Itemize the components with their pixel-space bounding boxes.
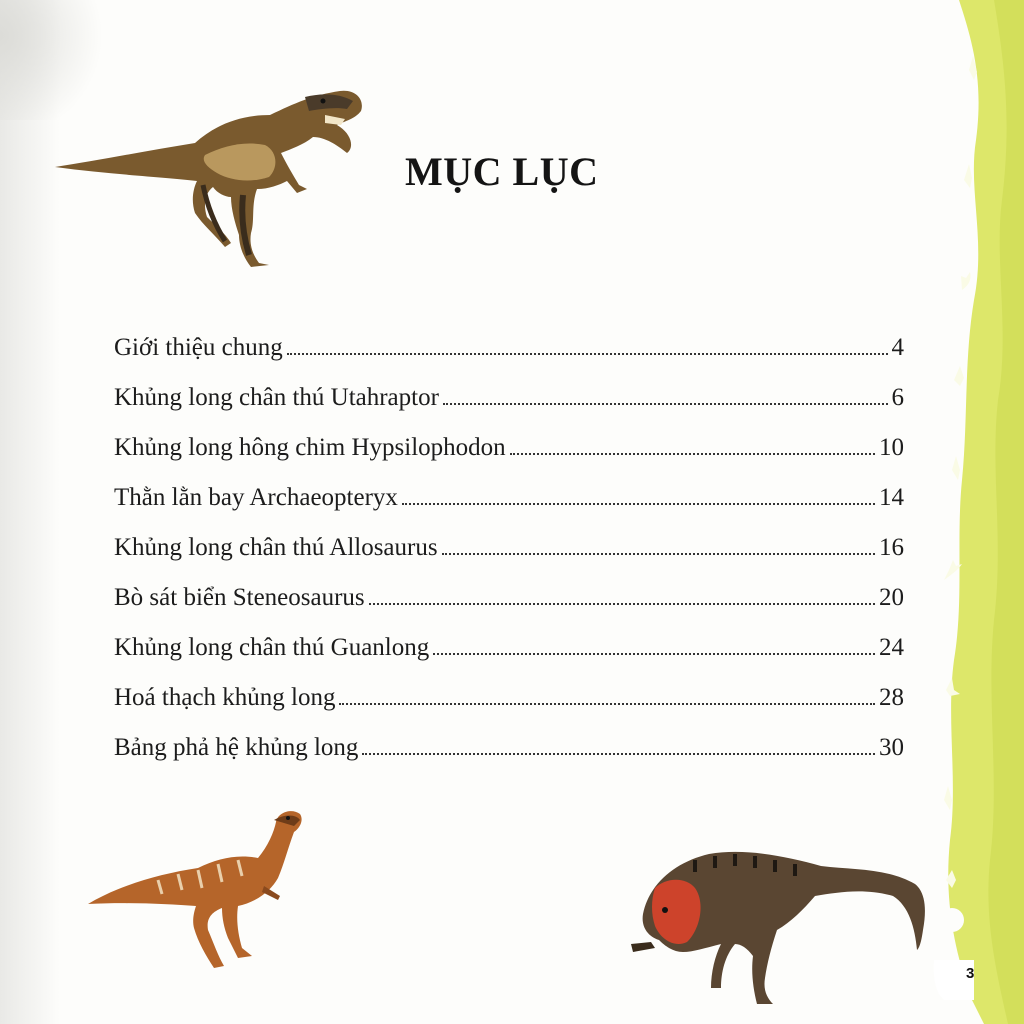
toc-row[interactable]	[114, 434, 904, 484]
toc-page-number: 14	[879, 484, 904, 511]
page-number: 3	[966, 965, 975, 982]
toc-leader-dots	[339, 703, 875, 705]
hypsilophodon-illustration	[88, 808, 308, 973]
toc-entry-title: Giới thiệu chung	[114, 334, 283, 361]
guanlong-illustration	[625, 848, 930, 1008]
toc-entry-title: Khủng long chân thú Guanlong	[114, 634, 430, 661]
toc-page-number: 30	[879, 734, 904, 761]
toc-page-number: 24	[879, 634, 904, 661]
toc-entry-title: Hoá thạch khủng long	[114, 684, 336, 711]
toc-page-number: 28	[879, 684, 904, 711]
toc-page-number: 20	[879, 584, 904, 611]
toc-page-number: 10	[879, 434, 904, 461]
toc-leader-dots	[362, 753, 875, 755]
toc-entry-title: Khủng long chân thú Utahraptor	[114, 384, 439, 411]
toc-leader-dots	[510, 453, 875, 455]
toc-page-number: 16	[879, 534, 904, 561]
allosaurus-illustration	[55, 85, 370, 270]
toc-leader-dots	[433, 653, 875, 655]
toc-row[interactable]	[114, 484, 904, 534]
toc-leader-dots	[443, 403, 888, 405]
toc-row[interactable]	[114, 634, 904, 684]
toc-leader-dots	[369, 603, 875, 605]
toc-leader-dots	[287, 353, 888, 355]
toc-entry-title: Khủng long chân thú Allosaurus	[114, 534, 438, 561]
table-of-contents	[114, 334, 904, 784]
toc-entry-title: Thằn lằn bay Archaeopteryx	[114, 484, 398, 511]
toc-row[interactable]	[114, 334, 904, 384]
toc-row[interactable]	[114, 584, 904, 634]
toc-row[interactable]	[114, 734, 904, 784]
toc-leader-dots	[442, 553, 875, 555]
toc-entry-title: Bò sát biển Steneosaurus	[114, 584, 365, 611]
toc-page-number: 6	[891, 384, 904, 411]
toc-leader-dots	[402, 503, 875, 505]
toc-entry-title: Khủng long hông chim Hypsilophodon	[114, 434, 506, 461]
toc-page-number: 4	[891, 334, 904, 361]
page-title: MỤC LỤC	[405, 149, 599, 194]
toc-entry-title: Bảng phả hệ khủng long	[114, 734, 359, 761]
toc-row[interactable]	[114, 684, 904, 734]
toc-row[interactable]	[114, 534, 904, 584]
side-decoration-band	[924, 0, 1024, 1024]
toc-row[interactable]	[114, 384, 904, 434]
page-shadow	[0, 0, 60, 1024]
